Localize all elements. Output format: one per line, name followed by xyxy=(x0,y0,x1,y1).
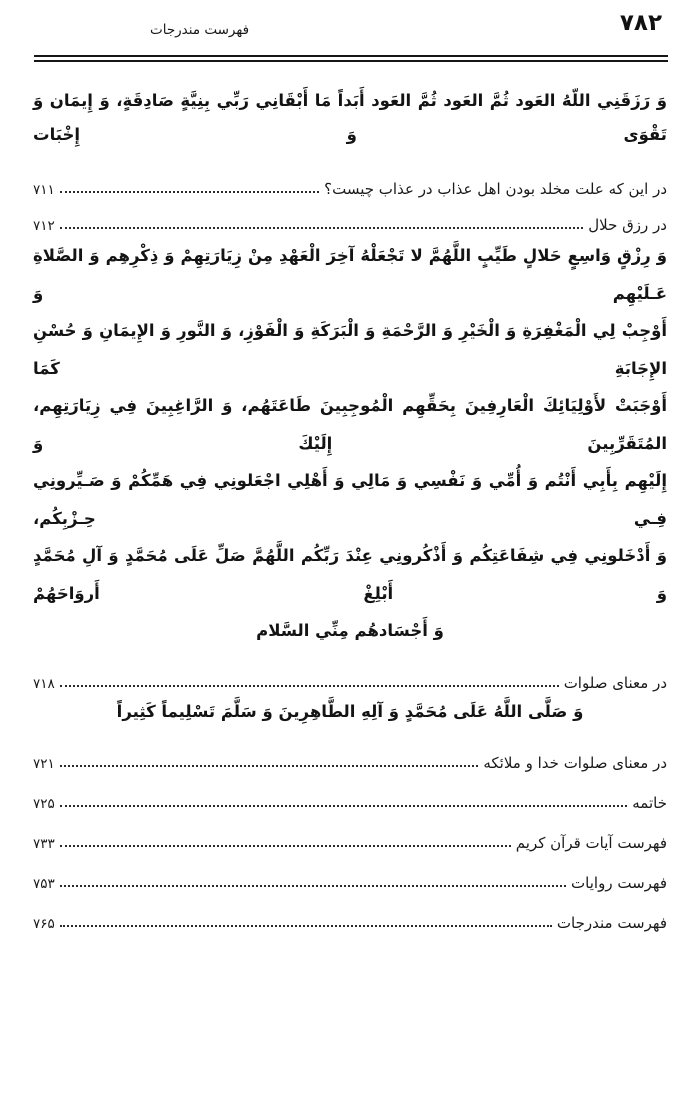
page-content xyxy=(33,64,667,932)
toc-entry xyxy=(33,892,667,932)
toc-entry xyxy=(33,812,667,852)
dot-leader xyxy=(60,885,566,887)
header-rule xyxy=(34,55,668,62)
toc-entry xyxy=(33,162,667,198)
intro-dua-line: وَ رَزَقَنِي اللّهُ العَود ثُمَّ العَود ثُمَّ العَود أَبَداً مَا أَبْقَانِي رَبِّي بِنِيَّةٍ صَادِقَةٍ، وَ إِيمَان وَ تَقْوَى وَ إِخْبَات xyxy=(33,91,667,144)
toc-entry xyxy=(33,772,667,812)
dot-leader xyxy=(60,191,319,193)
dua-line: وَ أَدْخَلونِي فِي شِفَاعَتِكُم وَ أَذْكُرونِي عِنْدَ رَبِّكُم اللَّهُمَّ صَلِّ عَلَى مُحَمَّدٍ وَ آلِ مُحَمَّدٍ وَ أَبْلِغْ أَروَاحَهُمْ xyxy=(33,546,667,603)
dot-leader xyxy=(60,685,559,687)
toc-entry-label: خاتمه xyxy=(632,793,667,812)
dot-leader xyxy=(60,227,584,229)
toc-page-number: ۷۶۵ xyxy=(33,915,55,932)
toc-entry-label: فهرست آیات قرآن کریم xyxy=(515,833,667,852)
toc-page-number: ۷۱۱ xyxy=(33,182,55,198)
toc-group-middle xyxy=(33,656,667,692)
toc-entry xyxy=(33,732,667,772)
toc-page-number: ۷۱۸ xyxy=(33,675,55,692)
toc-entry-label: فهرست روایات xyxy=(571,873,667,892)
toc-group-top xyxy=(33,162,667,234)
toc-page-number: ۷۲۱ xyxy=(33,755,55,772)
toc-entry-label: در این که علت مخلد بودن اهل عذاب در عذاب چیست؟ xyxy=(324,180,667,198)
toc-page-number: ۷۱۲ xyxy=(33,218,55,234)
toc-entry xyxy=(33,198,667,234)
dua-line: أَوْجَبَتْ لأَوْلِيَائِكَ الْعَارِفِينَ بِحَقِّهِم الْمُوجِبِينَ طَاعَتَهُم، وَ الرَّاغِبِينَ فِي زِيَارَتِهِم، المُتَقَرِّبِينَ إِلَيْكَ وَ xyxy=(33,396,667,453)
running-header-title: فهرست مندرجات xyxy=(150,22,250,38)
dot-leader xyxy=(60,805,628,807)
dua-paragraph xyxy=(33,237,667,650)
running-header xyxy=(0,0,700,64)
dot-leader xyxy=(60,925,552,927)
toc-entry-label: در معنای صلوات xyxy=(563,673,667,692)
salawat-line: وَ صَلَّى اللَّهُ عَلَى مُحَمَّدٍ وَ آلِهِ الطَّاهِرِينَ وَ سَلَّمَ تَسْلِيماً كَثِيراً xyxy=(116,701,584,721)
toc-entry-label: فهرست مندرجات xyxy=(556,913,667,932)
toc-entry-label: در معنای صلوات خدا و ملائکه xyxy=(483,753,667,772)
dua-line: أَوْجِبْ لِي الْمَغْفِرَةِ وَ الْخَيْرِ وَ الرَّحْمَةِ وَ الْبَرَكَةِ وَ الْفَوْزِ، وَ النَّورِ وَ الإِيمَانِ وَ حُسْنِ الإِجَابَةِ كَمَا xyxy=(33,321,667,378)
toc-entry xyxy=(33,656,667,692)
toc-entry-label: در رزق حلال xyxy=(588,216,667,234)
dua-last-line: وَ أَجْسَادهُم مِنِّي السَّلام xyxy=(256,621,444,640)
dua-line: إِلَيْهِم بِأَبِي أَنْتُم وَ أُمِّي وَ نَفْسِي وَ مَالِي وَ أَهْلِي اجْعَلونِي فِي هَمِّكُمْ وَ صَـيِّرونِي فِـي حِـزْبِكُم، xyxy=(33,471,667,528)
dot-leader xyxy=(60,845,511,847)
toc-page-number: ۷۲۵ xyxy=(33,795,55,812)
dot-leader xyxy=(60,765,479,767)
toc-page-number: ۷۵۳ xyxy=(33,875,55,892)
page-number: ۷۸۲ xyxy=(619,10,662,36)
dua-line: وَ رِزْقٍ وَاسِعٍ حَلالٍ طَيِّبٍ اللَّهُمَّ لا تَجْعَلْهُ آخِرَ الْعَهْدِ مِنْ زِيَارَتِهِمْ وَ ذِكْرِهِم وَ الصَّلاةِ عَـلَيْهِم وَ xyxy=(33,246,667,303)
toc-page-number: ۷۳۳ xyxy=(33,835,55,852)
toc-group-bottom xyxy=(33,732,667,932)
toc-entry xyxy=(33,852,667,892)
